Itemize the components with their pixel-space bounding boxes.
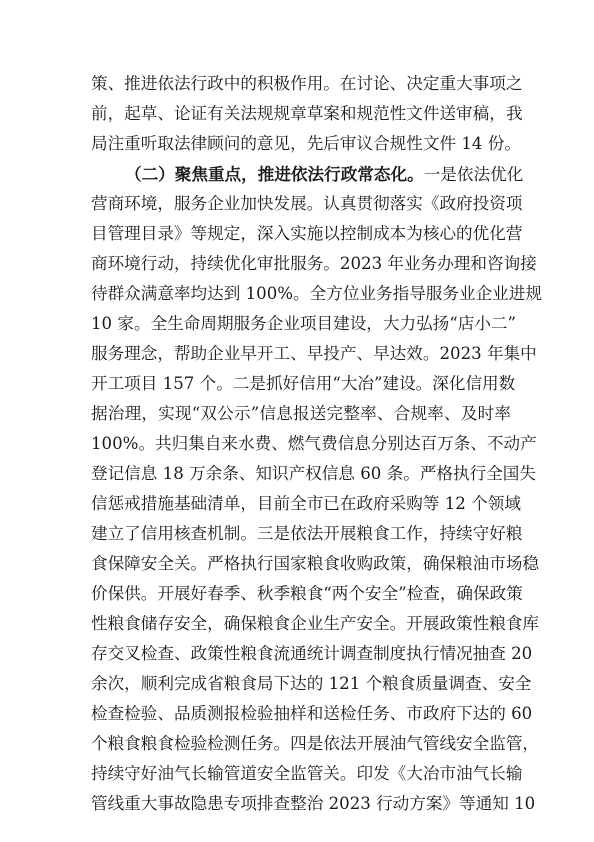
body-text-line: 待群众满意率均达到 100%。全方位业务指导服务业企业进规 [91, 284, 542, 303]
body-text-line: 登记信息 18 万余条、知识产权信息 60 条。严格执行全国失 [91, 464, 536, 483]
body-text-line: 商环境行动，持续优化审批服务。2023 年业务办理和咨询接 [91, 254, 537, 273]
body-text-line: 服务理念，帮助企业早开工、早投产、早达效。2023 年集中 [91, 344, 537, 363]
body-text-line: 存交叉检查、政策性粮食流通统计调查制度执行情况抽查 20 [91, 644, 533, 663]
body-text-line: 据治理，实现“双公示”信息报送完整率、合规率、及时率 [91, 404, 511, 423]
section-heading-line [125, 164, 524, 184]
body-text-line: 10 家。全生命周期服务企业项目建设，大力弘扬“店小二” [91, 314, 517, 333]
body-text-line: 信惩戒措施基础清单，目前全市已在政府采购等 12 个领域 [91, 494, 521, 513]
body-text-line: 前，起草、论证有关法规规章草案和规范性文件送审稿，我 [91, 104, 523, 123]
body-text-line: 管线重大事故隐患专项排查整治 2023 行动方案》等通知 10 [91, 794, 536, 813]
body-text-line: 100%。共归集自来水费、燃气费信息分别达百万条、不动产 [91, 434, 537, 453]
body-text-line: 策、推进依法行政中的积极作用。在讨论、决定重大事项之 [91, 74, 523, 93]
body-text-line: 开工项目 157 个。二是抓好信用“大冶”建设。深化信用数 [91, 374, 516, 393]
body-text-line: 食保障安全关。严格执行国家粮食收购政策，确保粮油市场稳 [91, 554, 540, 573]
body-text-line: 营商环境，服务企业加快发展。认真贯彻落实《政府投资项 [91, 194, 523, 213]
body-text: 一是依法优化 [423, 165, 524, 184]
body-text-line: 检查检验、品质测报检验抽样和送检任务、市政府下达的 60 [91, 704, 533, 723]
body-text-line: 目管理目录》等规定，深入实施以控制成本为核心的优化营 [91, 224, 523, 243]
body-text-line: 价保供。开展好春季、秋季粮食“两个安全”检查，确保政策 [91, 584, 523, 603]
body-text-line: 局注重听取法律顾问的意见，先后审议合规性文件 14 份。 [91, 134, 521, 153]
body-text-line: 性粮食储存安全，确保粮食企业生产安全。开展政策性粮食库 [91, 614, 540, 633]
body-text-line: 余次，顺利完成省粮食局下达的 121 个粮食质量调查、安全 [91, 674, 532, 693]
body-text-line: 建立了信用核查机制。三是依法开展粮食工作，持续守好粮 [91, 524, 523, 543]
body-text-line: 个粮食粮食检验检测任务。四是依法开展油气管线安全监管， [91, 734, 540, 753]
body-text-line: 持续守好油气长输管道安全监管关。印发《大冶市油气长输 [91, 764, 523, 783]
section-heading: （二）聚焦重点，推进依法行政常态化。 [125, 164, 424, 184]
